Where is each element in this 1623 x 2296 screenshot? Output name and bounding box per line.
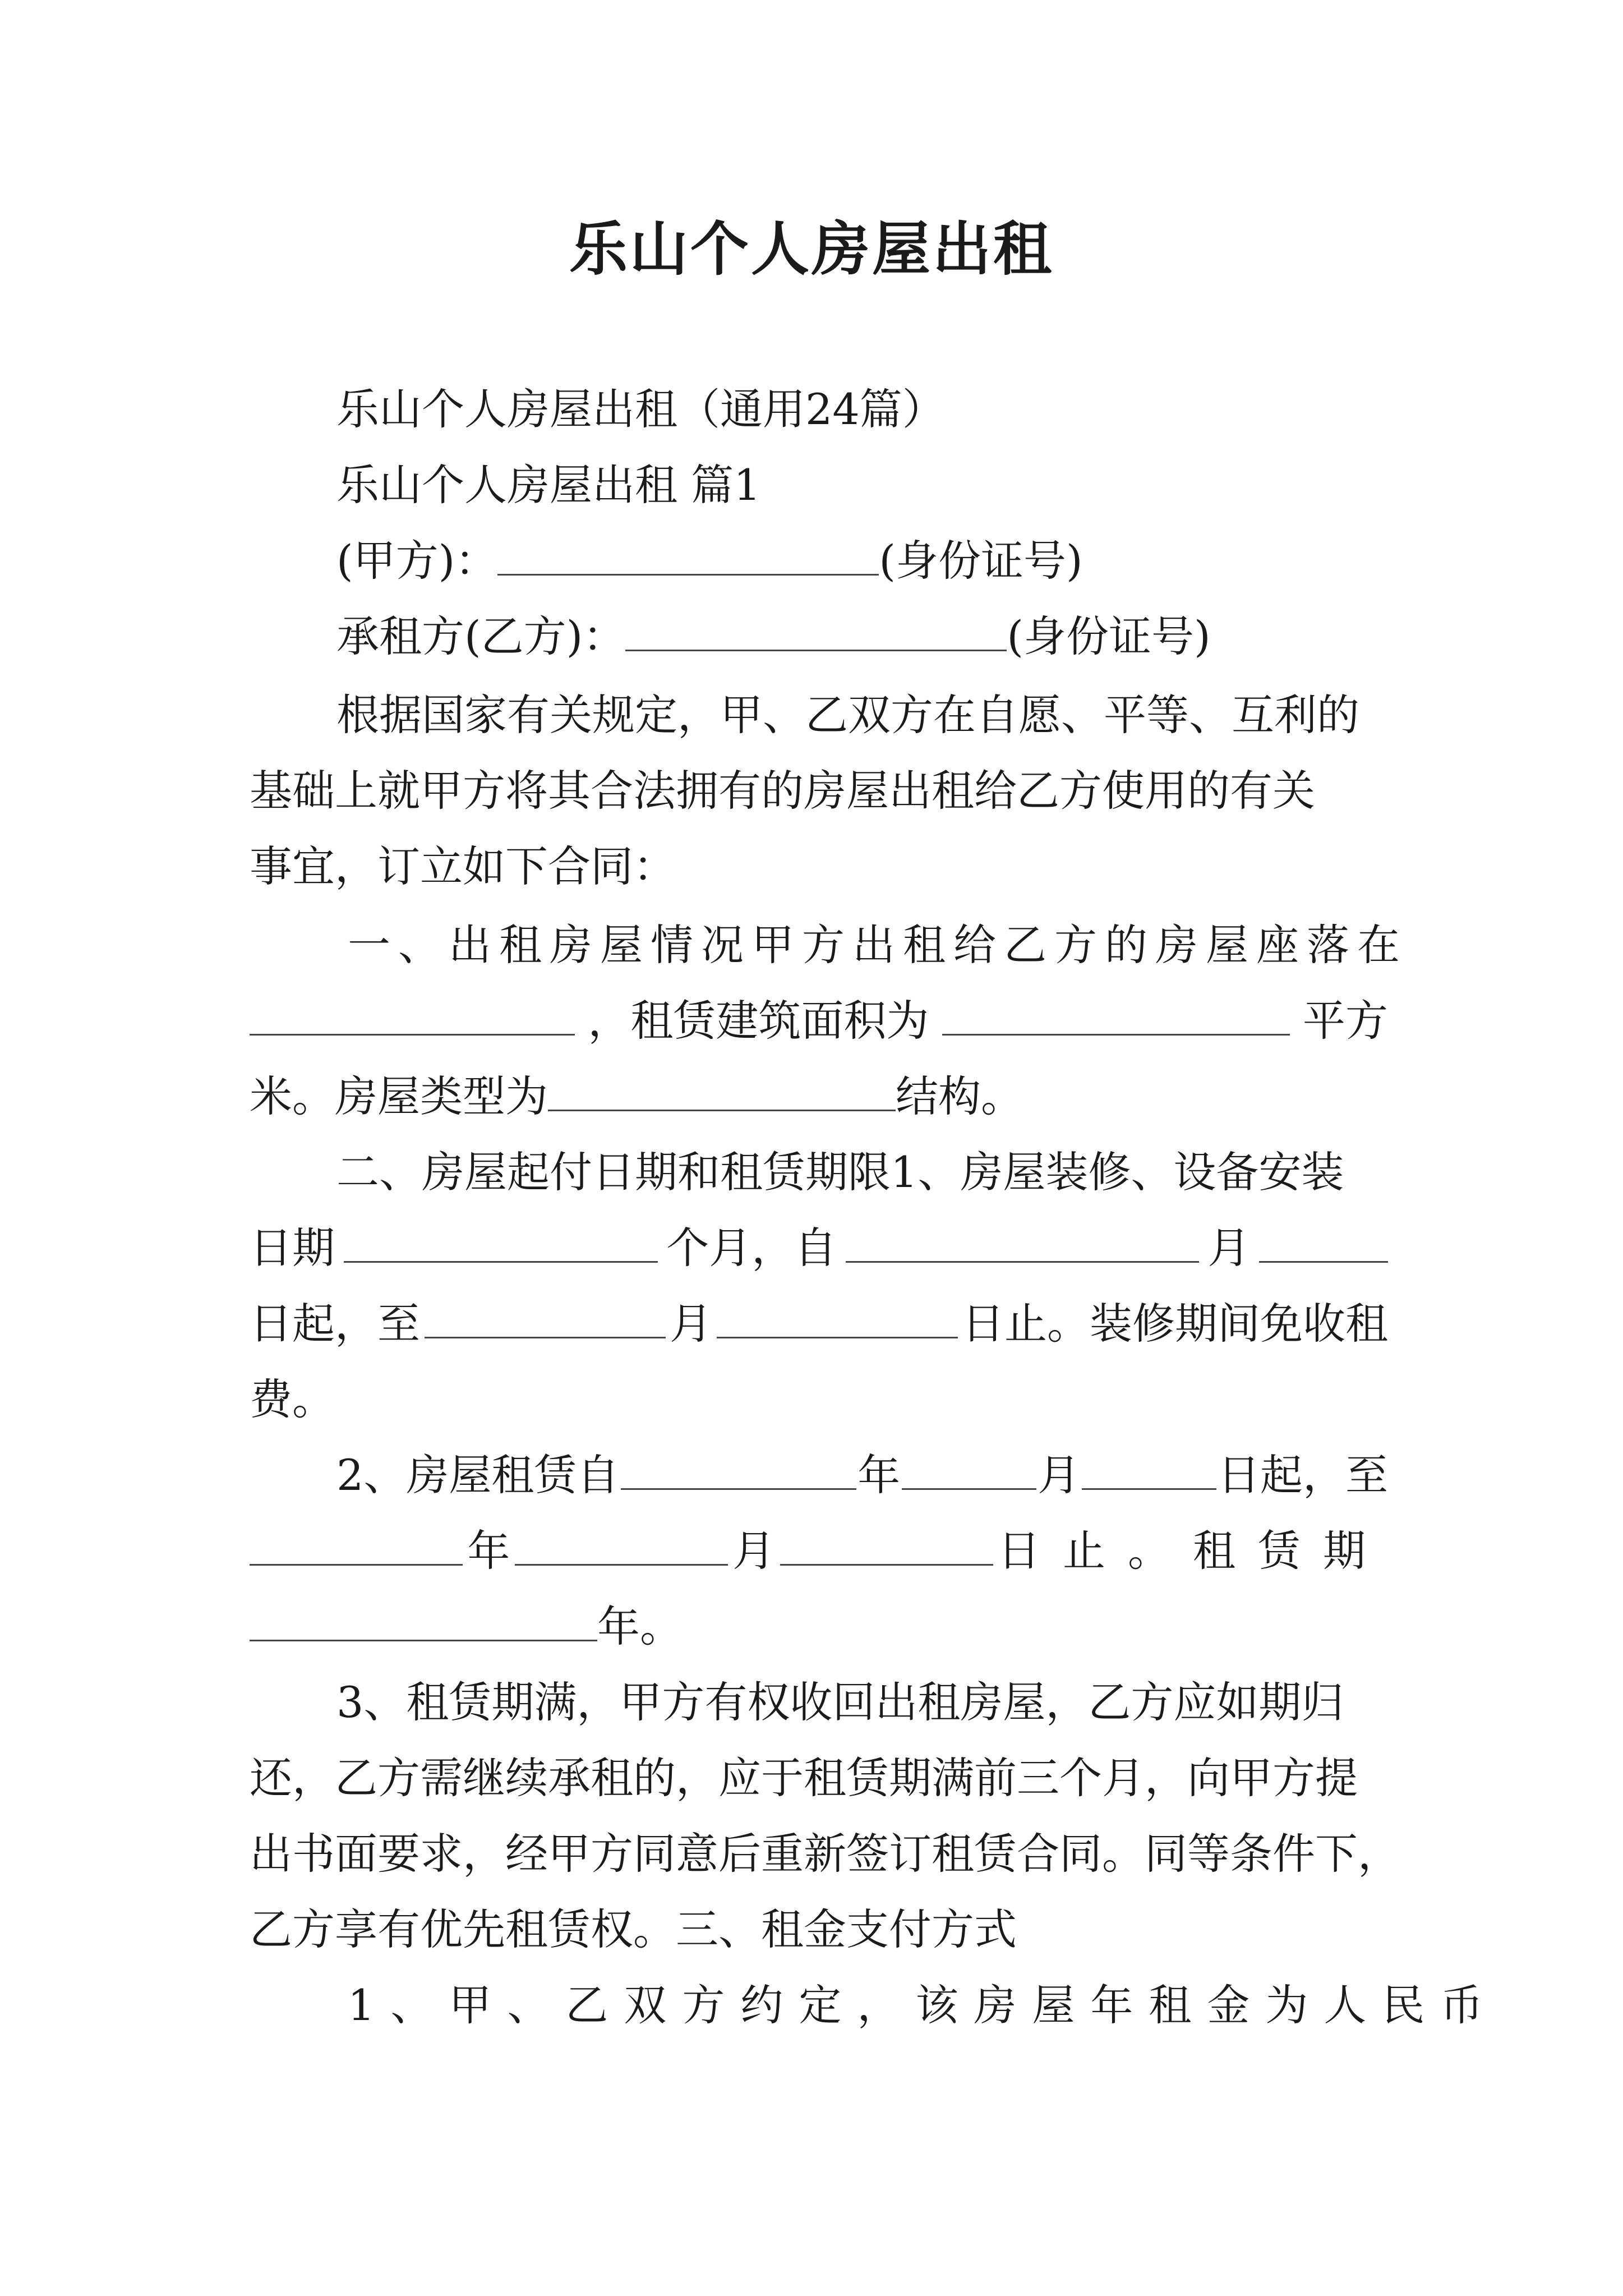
months-blank xyxy=(344,1226,658,1263)
party-b-line xyxy=(336,609,1475,665)
subtitle-text: 乐山个人房屋出租（通用24篇） xyxy=(336,384,945,434)
para-text: ，租赁建筑面积为 xyxy=(588,996,929,1046)
para-text: 米。房屋类型为 xyxy=(250,1071,548,1121)
party-a-line xyxy=(336,533,1475,589)
para-text: 平方 xyxy=(1302,996,1388,1046)
para-text: 年 xyxy=(467,1526,510,1576)
para-line xyxy=(336,1447,1388,1503)
party-b-blank xyxy=(625,615,1007,651)
para-text: 月 xyxy=(1207,1223,1251,1273)
para-line xyxy=(250,1069,1388,1125)
para-line xyxy=(250,839,1388,895)
para-text: 日起，至 xyxy=(250,1299,420,1349)
para-text: 3、租赁期满，甲方有权收回出租房屋，乙方应如期归 xyxy=(336,1677,1344,1727)
lease-end-year-blank xyxy=(250,1529,463,1566)
para-line xyxy=(250,1826,1400,1882)
lease-end-month-blank xyxy=(515,1529,728,1566)
para-line xyxy=(336,1144,1388,1200)
start-day-blank xyxy=(1259,1226,1388,1263)
para-text: 年。 xyxy=(597,1602,683,1651)
para-text: 1、甲、乙双方约定，该房屋年租金为人民币 xyxy=(348,1980,1499,2030)
para-text: 日止。装修期间免收租 xyxy=(962,1299,1388,1349)
para-line xyxy=(250,1523,1388,1579)
para-line xyxy=(336,1674,1388,1731)
lease-start-month-blank xyxy=(902,1453,1036,1490)
subtitle-line xyxy=(336,381,1475,438)
end-day-blank xyxy=(717,1302,958,1338)
lease-start-year-blank xyxy=(621,1453,856,1490)
party-a-label: (甲方)： xyxy=(336,536,498,586)
section-heading xyxy=(336,457,1475,513)
para-text: 一、出租房屋情况甲方出租给乙方的房屋座落在 xyxy=(348,920,1408,970)
para-text: 月 xyxy=(670,1299,712,1349)
para-text: 2、房屋租赁自 xyxy=(336,1450,620,1500)
party-b-id-label: (身份证号) xyxy=(1007,611,1211,661)
address-blank xyxy=(250,999,575,1036)
para-text: 日期 xyxy=(250,1223,335,1273)
para-line xyxy=(250,1750,1388,1806)
party-a-id-label: (身份证号) xyxy=(879,536,1083,586)
document-title: 乐山个人房屋出租 xyxy=(569,214,1054,283)
para-line xyxy=(336,687,1388,743)
para-text: 乙方享有优先租赁权。三、租金支付方式 xyxy=(250,1904,1017,1954)
para-text: 二、房屋起付日期和租赁期限1、房屋装修、设备安装 xyxy=(336,1147,1344,1197)
para-line xyxy=(250,1220,1388,1276)
party-a-blank xyxy=(497,539,879,576)
para-text: 月 xyxy=(1038,1450,1081,1500)
para-text: 日起，至 xyxy=(1217,1450,1388,1500)
start-month-blank xyxy=(846,1226,1199,1263)
lease-end-day-blank xyxy=(780,1529,993,1566)
para-line xyxy=(250,1599,1388,1655)
para-text: 出书面要求，经甲方同意后重新签订租赁合同。同等条件下， xyxy=(250,1829,1400,1879)
house-type-blank xyxy=(548,1075,896,1111)
para-text: 结构。 xyxy=(896,1071,1023,1121)
end-month-blank xyxy=(425,1302,666,1338)
para-line xyxy=(348,1977,1499,2033)
para-line xyxy=(348,917,1408,973)
para-text: 年 xyxy=(857,1450,901,1500)
lease-term-blank xyxy=(250,1605,597,1641)
para-text: 还，乙方需继续承租的，应于租赁期满前三个月，向甲方提 xyxy=(250,1753,1358,1803)
para-text: 根据国家有关规定，甲、乙双方在自愿、平等、互利的 xyxy=(336,690,1359,740)
para-text: 日止。租赁期 xyxy=(997,1526,1388,1576)
para-text: 费。 xyxy=(250,1374,335,1424)
para-line xyxy=(250,763,1388,819)
para-text: 月 xyxy=(732,1526,776,1576)
para-line xyxy=(250,1372,1388,1428)
area-blank xyxy=(942,999,1290,1036)
para-line xyxy=(250,993,1388,1049)
lease-start-day-blank xyxy=(1082,1453,1216,1490)
para-line xyxy=(250,1902,1388,1958)
party-b-label: 承租方(乙方)： xyxy=(336,611,626,661)
para-line xyxy=(250,1296,1388,1352)
para-text: 基础上就甲方将其合法拥有的房屋出租给乙方使用的有关 xyxy=(250,766,1315,816)
para-text: 事宜，订立如下合同： xyxy=(250,841,676,891)
section-heading-text: 乐山个人房屋出租 篇1 xyxy=(336,460,761,510)
para-text: 个月，自 xyxy=(666,1223,837,1273)
